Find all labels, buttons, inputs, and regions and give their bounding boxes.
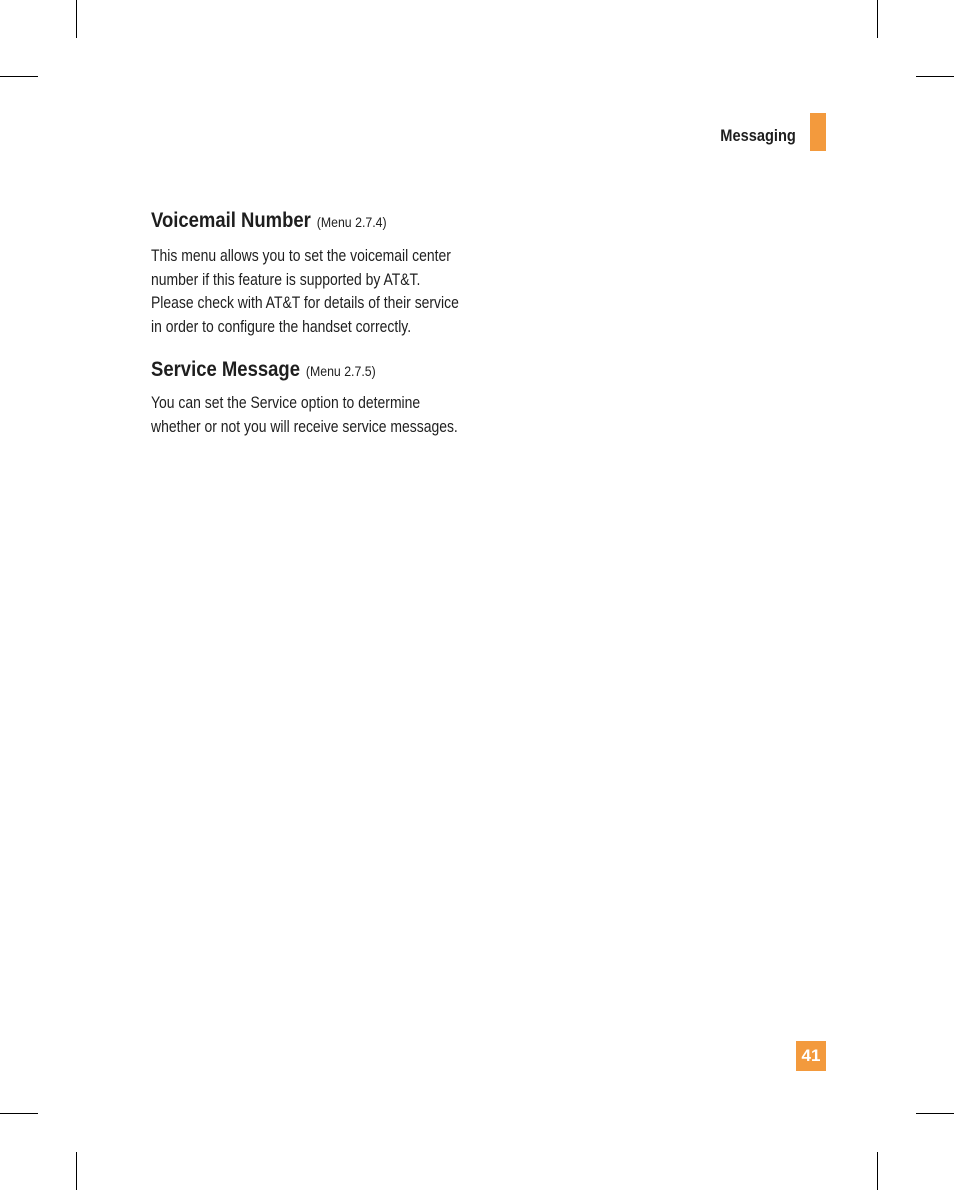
menu-reference: (Menu 2.7.5) xyxy=(305,363,376,379)
body-line: in order to configure the handset correctly. xyxy=(151,316,412,336)
body-line: number if this feature is supported by AT&T. xyxy=(151,269,421,289)
crop-mark-bottom-right-horizontal xyxy=(916,1113,954,1114)
crop-mark-bottom-left-vertical xyxy=(76,1152,77,1190)
crop-mark-bottom-left-horizontal xyxy=(0,1113,38,1114)
body-line: You can set the Service option to determine xyxy=(151,393,421,412)
section-tab-marker xyxy=(810,113,826,151)
body-line: whether or not you will receive service messages. xyxy=(151,416,458,436)
section-heading xyxy=(151,355,441,383)
body-line: Please check with AT&T for details of their service xyxy=(151,293,459,312)
heading-title: Voicemail Number xyxy=(151,209,311,232)
heading-title: Service Message xyxy=(151,358,300,381)
crop-mark-bottom-right-vertical xyxy=(877,1152,878,1190)
menu-reference: (Menu 2.7.4) xyxy=(316,214,387,230)
crop-mark-top-right-vertical xyxy=(877,0,878,38)
section-label: Messaging xyxy=(720,126,796,145)
voicemail-number-section xyxy=(151,206,481,338)
page-number: 41 xyxy=(796,1041,826,1071)
crop-mark-top-right-horizontal xyxy=(916,76,954,77)
crop-mark-top-left-vertical xyxy=(76,0,77,38)
crop-mark-top-left-horizontal xyxy=(0,76,38,77)
page-content xyxy=(151,206,481,438)
service-message-section xyxy=(151,355,481,438)
section-heading xyxy=(151,206,441,234)
body-line: This menu allows you to set the voicemail center xyxy=(151,246,451,265)
